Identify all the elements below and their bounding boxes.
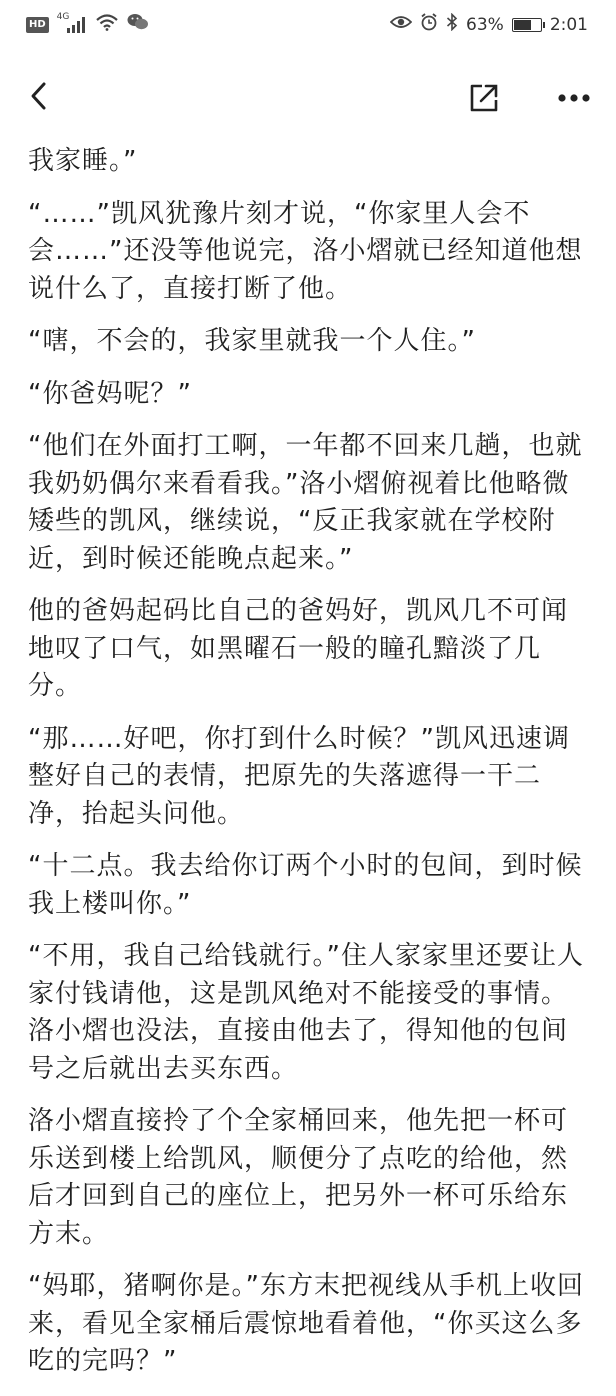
back-button[interactable] xyxy=(22,76,62,116)
chevron-left-icon xyxy=(22,76,62,116)
status-bar xyxy=(0,0,616,48)
battery-percent: 63% xyxy=(466,14,504,35)
paragraph: “妈耶，猪啊你是。”东方末把视线从手机上收回来，看见全家桶后震惊地看着他，“你买这么多吃的完吗？” xyxy=(28,1271,584,1376)
article-body xyxy=(28,143,594,1396)
share-button[interactable] xyxy=(464,78,504,118)
paragraph: 我家睡。” xyxy=(28,146,138,176)
status-right xyxy=(390,13,588,36)
paragraph: 他的爸妈起码比自己的爸妈好，凯风几不可闻地叹了口气，如黑曜石一般的瞳孔黯淡了几分。 xyxy=(28,596,569,701)
share-icon xyxy=(464,78,504,118)
more-dots-icon xyxy=(552,78,600,118)
alarm-icon xyxy=(420,13,438,36)
wifi-icon xyxy=(95,13,119,36)
paragraph: “……”凯风犹豫片刻才说，“你家里人会不会……”还没等他说完，洛小熠就已经知道他想说什么了，直接打断了他。 xyxy=(28,198,583,304)
paragraph: “那……好吧，你打到什么时候？”凯风迅速调整好自己的表情，把原先的失落遮得一干二净，抬起头问他。 xyxy=(28,723,570,829)
nav-bar xyxy=(0,58,616,136)
paragraph: “不用，我自己给钱就行。”住人家家里还要让人家付钱请他，这是凯风绝对不能接受的事情。洛小熠也没法，直接由他去了，得知他的包间号之后就出去买东西。 xyxy=(28,941,584,1084)
paragraph: 洛小熠直接拎了个全家桶回来，他先把一杯可乐送到楼上给凯风，顺便分了点吃的给他，然后才回到自己的座位上，把另外一杯可乐给东方末。 xyxy=(28,1106,569,1249)
eye-icon xyxy=(390,14,412,35)
wechat-icon xyxy=(127,13,149,36)
bluetooth-icon xyxy=(446,13,458,36)
paragraph: “嗐，不会的，我家里就我一个人住。” xyxy=(28,326,476,356)
status-left xyxy=(26,13,149,36)
paragraph: “他们在外面打工啊，一年都不回来几趟，也就我奶奶偶尔来看看我。”洛小熠俯视着比他略微矮些的凯风，继续说，“反正我家就在学校附近，到时候还能晚点起来。” xyxy=(28,431,583,574)
clock: 2:01 xyxy=(549,14,588,35)
battery-icon xyxy=(512,18,542,32)
signal-icon xyxy=(56,11,87,35)
hd-badge: HD xyxy=(26,17,49,33)
paragraph: “你爸妈呢？” xyxy=(28,378,192,409)
network-type: 4G xyxy=(56,11,70,22)
battery-fill xyxy=(514,20,532,30)
paragraph: “十二点。我去给你订两个小时的包间，到时候我上楼叫你。” xyxy=(28,851,583,919)
more-button[interactable] xyxy=(552,78,600,118)
